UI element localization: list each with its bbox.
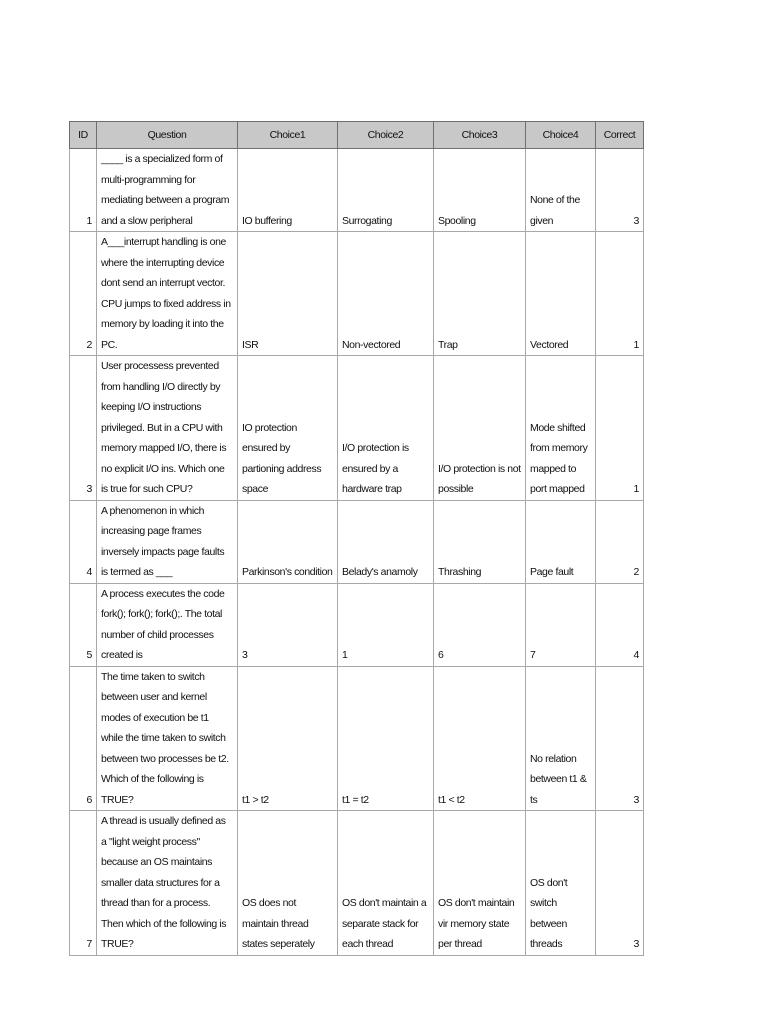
cell-choice4: Mode shifted from memory mapped to port mapped <box>526 356 596 501</box>
cell-choice2: Surrogating <box>338 149 434 232</box>
cell-id: 5 <box>70 583 97 666</box>
cell-choice4: No relation between t1 & ts <box>526 666 596 811</box>
header-correct: Correct <box>596 122 644 149</box>
cell-choice3: Trap <box>434 232 526 356</box>
cell-correct: 1 <box>596 356 644 501</box>
cell-choice3: OS don't maintain vir memory state per thread <box>434 811 526 956</box>
cell-choice2: Non-vectored <box>338 232 434 356</box>
cell-correct: 4 <box>596 583 644 666</box>
cell-question: A thread is usually defined as a "light weight process" because an OS maintains smaller data structures for a thread than for a process. Then which of the following is TRUE? <box>97 811 238 956</box>
cell-choice3: t1 < t2 <box>434 666 526 811</box>
cell-correct: 2 <box>596 500 644 583</box>
header-row <box>70 122 644 149</box>
quiz-sheet <box>69 121 643 956</box>
cell-id: 3 <box>70 356 97 501</box>
cell-choice1: t1 > t2 <box>238 666 338 811</box>
cell-choice2: OS don't maintain a separate stack for each thread <box>338 811 434 956</box>
cell-question: ____ is a specialized form of multi-programming for mediating between a program and a slow peripheral <box>97 149 238 232</box>
cell-choice2: Belady's anamoly <box>338 500 434 583</box>
quiz-table <box>69 121 644 956</box>
cell-id: 6 <box>70 666 97 811</box>
cell-choice1: OS does not maintain thread states seperately <box>238 811 338 956</box>
cell-choice1: 3 <box>238 583 338 666</box>
cell-choice2: I/O protection is ensured by a hardware trap <box>338 356 434 501</box>
table-row <box>70 232 644 356</box>
table-header <box>70 122 644 149</box>
cell-correct: 3 <box>596 149 644 232</box>
cell-choice4: OS don't switch between threads <box>526 811 596 956</box>
cell-correct: 1 <box>596 232 644 356</box>
cell-choice1: IO protection ensured by partioning address space <box>238 356 338 501</box>
table-row <box>70 149 644 232</box>
cell-choice3: Spooling <box>434 149 526 232</box>
cell-correct: 3 <box>596 666 644 811</box>
cell-choice3: Thrashing <box>434 500 526 583</box>
cell-choice1: IO buffering <box>238 149 338 232</box>
cell-id: 4 <box>70 500 97 583</box>
header-question: Question <box>97 122 238 149</box>
table-body <box>70 149 644 956</box>
table-row <box>70 500 644 583</box>
cell-choice1: Parkinson's condition <box>238 500 338 583</box>
cell-question: A___interrupt handling is one where the interrupting device dont send an interrupt vector. CPU jumps to fixed address in memory by loading it into the PC. <box>97 232 238 356</box>
cell-choice2: 1 <box>338 583 434 666</box>
header-choice2: Choice2 <box>338 122 434 149</box>
cell-id: 2 <box>70 232 97 356</box>
cell-id: 7 <box>70 811 97 956</box>
cell-id: 1 <box>70 149 97 232</box>
cell-choice4: 7 <box>526 583 596 666</box>
cell-question: The time taken to switch between user and kernel modes of execution be t1 while the time taken to switch between two processes be t2. Which of the following is TRUE? <box>97 666 238 811</box>
cell-choice3: I/O protection is not possible <box>434 356 526 501</box>
cell-correct: 3 <box>596 811 644 956</box>
cell-question: User processess prevented from handling I/O directly by keeping I/O instructions privileged. But in a CPU with memory mapped I/O, there is no explicit I/O ins. Which one is true for such CPU? <box>97 356 238 501</box>
table-row <box>70 811 644 956</box>
cell-question: A phenomenon in which increasing page frames inversely impacts page faults is termed as ___ <box>97 500 238 583</box>
header-choice4: Choice4 <box>526 122 596 149</box>
cell-choice4: Page fault <box>526 500 596 583</box>
table-row <box>70 583 644 666</box>
header-id: ID <box>70 122 97 149</box>
header-choice3: Choice3 <box>434 122 526 149</box>
cell-choice2: t1 = t2 <box>338 666 434 811</box>
cell-choice4: None of the given <box>526 149 596 232</box>
cell-choice4: Vectored <box>526 232 596 356</box>
table-row <box>70 666 644 811</box>
cell-choice3: 6 <box>434 583 526 666</box>
table-row <box>70 356 644 501</box>
cell-choice1: ISR <box>238 232 338 356</box>
cell-question: A process executes the code fork(); fork(); fork();. The total number of child processes created is <box>97 583 238 666</box>
header-choice1: Choice1 <box>238 122 338 149</box>
